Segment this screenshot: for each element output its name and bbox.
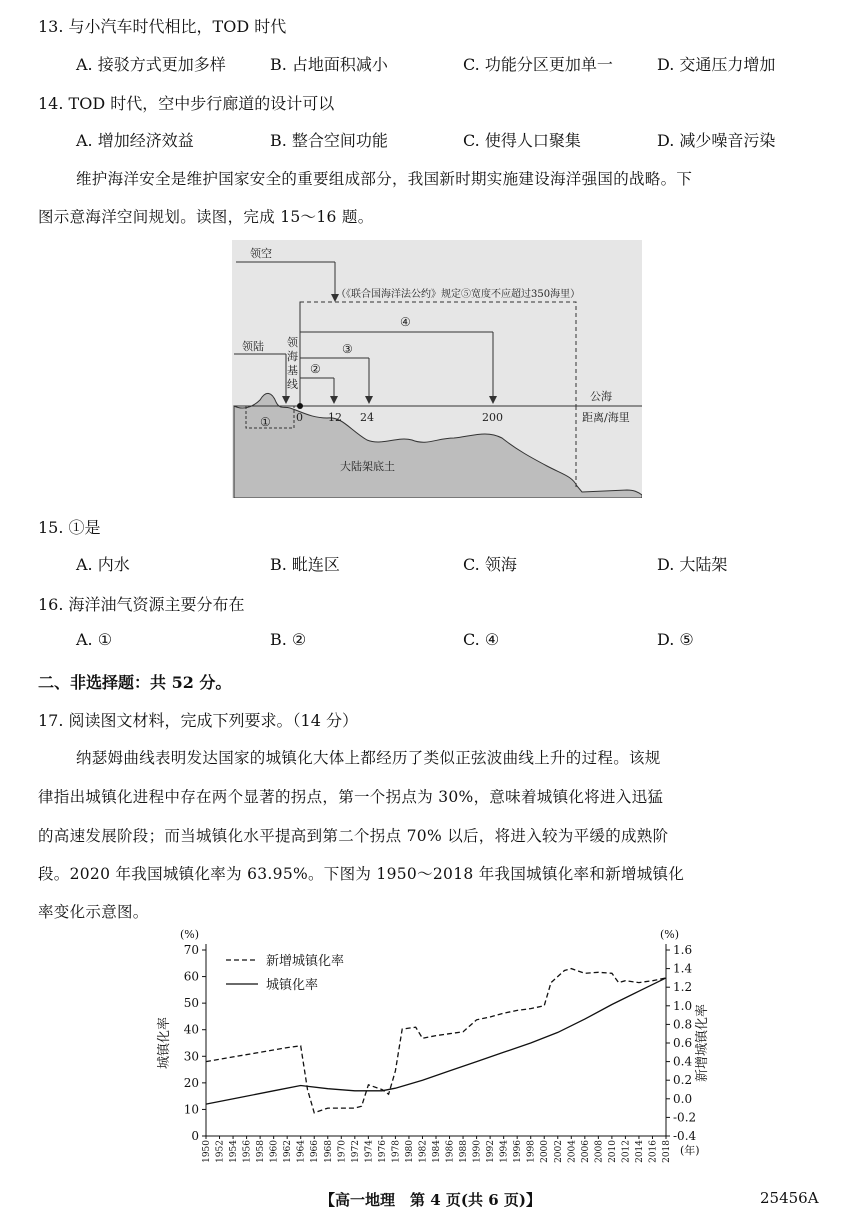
intro-line-1: 维护海洋安全是维护国家安全的重要组成部分，我国新时期实施建设海洋强国的战略。下 [76, 170, 693, 188]
x-tick-label: 2010 [607, 1140, 618, 1163]
left-tick-label: 10 [183, 1102, 199, 1117]
q17-para-line-2: 律指出城镇化进程中存在两个显著的拐点，第一个拐点为 30%，意味着城镇化将进入迅猛 [38, 788, 664, 806]
q13-option-d: D. 交通压力增加 [657, 55, 776, 74]
left-tick-label: 60 [183, 969, 199, 984]
q15-option-a: A. 内水 [76, 555, 130, 574]
left-unit-label: (%) [180, 928, 200, 941]
q13-option-c: C. 功能分区更加单一 [463, 55, 613, 74]
x-tick-label: 1956 [242, 1140, 253, 1163]
x-tick-label: 1982 [418, 1140, 429, 1163]
left-tick-label: 20 [183, 1075, 199, 1090]
intro-line-2: 图示意海洋空间规划。读图，完成 15～16 题。 [38, 208, 374, 226]
question-14-stem: 14. TOD 时代，空中步行廊道的设计可以 [38, 94, 335, 113]
baseline-char-2: 海 [287, 350, 298, 363]
right-unit-label: (%) [660, 928, 680, 941]
left-tick-label: 0 [191, 1129, 199, 1143]
marker-2: ② [310, 362, 321, 376]
marker-1: ① [260, 415, 271, 429]
x-tick-label: 1992 [486, 1140, 497, 1163]
x-tick-label: 1960 [269, 1140, 280, 1163]
x-tick-label: 1950 [202, 1140, 212, 1163]
legend-label: 城镇化率 [266, 978, 319, 993]
right-tick-label: 0.2 [673, 1073, 693, 1088]
right-axis-title: 新增城镇化率 [695, 1003, 710, 1083]
q16-option-d: D. ⑤ [657, 630, 694, 649]
x-tick-label: 2012 [621, 1140, 632, 1163]
legend-label: 新增城镇化率 [266, 954, 345, 969]
x-tick-label: 1962 [283, 1140, 294, 1163]
land-territory-label: 领陆 [242, 340, 264, 353]
x-tick-label: 2006 [580, 1140, 591, 1163]
question-13-stem: 13. 与小汽车时代相比，TOD 时代 [38, 17, 287, 36]
q17-para-line-3: 的高速发展阶段；而当城镇化水平提高到第二个拐点 70% 以后，将进入较为平缓的成熟阶 [38, 827, 669, 845]
left-tick-label: 50 [183, 996, 199, 1011]
q17-para-line-5: 率变化示意图。 [38, 903, 149, 921]
q13-option-b: B. 占地面积减小 [270, 55, 388, 74]
left-tick-label: 70 [183, 943, 199, 957]
x-tick-label: 2018 [662, 1140, 672, 1163]
paper-code: 25456A [760, 1189, 819, 1207]
x-tick-label: 1974 [364, 1140, 375, 1163]
section-2-heading: 二、非选择题：共 52 分。 [38, 673, 232, 692]
question-17-stem: 17. 阅读图文材料，完成下列要求。（14 分） [38, 711, 358, 730]
continental-shelf-label: 大陆架底土 [340, 460, 395, 473]
x-tick-label: 2004 [567, 1140, 578, 1163]
x-tick-label: 1990 [472, 1140, 483, 1163]
x-tick-label: 1966 [310, 1140, 321, 1163]
x-tick-label: 1996 [513, 1140, 524, 1163]
page-footer: 【高一地理 第 4 页(共 6 页)】 [320, 1191, 541, 1209]
x-tick-label: 1980 [404, 1140, 415, 1163]
left-axis-title: 城镇化率 [157, 1016, 172, 1070]
right-tick-label: 0.4 [673, 1054, 693, 1069]
x-tick-label: 1970 [337, 1140, 348, 1163]
question-16-stem: 16. 海洋油气资源主要分布在 [38, 595, 245, 614]
q16-option-c: C. ④ [463, 630, 500, 649]
q14-option-c: C. 使得人口聚集 [463, 131, 581, 150]
x-tick-label: 1986 [445, 1140, 456, 1163]
x-axis-label: (年) [680, 1144, 700, 1157]
baseline-char-3: 基 [287, 364, 298, 377]
ocean-space-diagram [232, 240, 642, 498]
x-tick-label: 1994 [499, 1140, 510, 1163]
x-tick-label: 1978 [391, 1140, 402, 1163]
x-tick-label: 2002 [553, 1140, 564, 1163]
x-tick-label: 1988 [459, 1140, 470, 1163]
x-tick-label: 1954 [229, 1140, 240, 1163]
urbanization-chart [150, 922, 710, 1167]
right-tick-label: 1.2 [673, 980, 693, 995]
x-tick-label: 1958 [256, 1140, 267, 1163]
right-tick-label: 1.0 [673, 998, 693, 1013]
x-tick-label: 1976 [377, 1140, 388, 1163]
question-15-stem: 15. ①是 [38, 518, 101, 537]
q17-para-line-4: 段。2020 年我国城镇化率为 63.95%。下图为 1950～2018 年我国城镇化率和新增城镇化 [38, 865, 685, 883]
right-tick-label: 0.6 [673, 1036, 693, 1050]
right-tick-label: 1.6 [673, 943, 693, 957]
high-seas-label: 公海 [590, 390, 612, 403]
q17-para-line-1: 纳瑟姆曲线表明发达国家的城镇化大体上都经历了类似正弦波曲线上升的过程。该规 [76, 749, 661, 767]
tick-200: 200 [482, 411, 503, 424]
x-tick-label: 1972 [350, 1140, 361, 1163]
x-tick-label: 1984 [432, 1140, 442, 1163]
q15-option-d: D. 大陆架 [657, 555, 728, 574]
x-tick-label: 2016 [648, 1140, 659, 1163]
q14-option-d: D. 减少噪音污染 [657, 131, 776, 150]
unclos-note: （《联合国海洋法公约》规定⑤宽度不应超过350海里） [336, 289, 581, 300]
x-tick-label: 1998 [526, 1140, 537, 1163]
x-tick-label: 1968 [323, 1140, 334, 1163]
tick-12: 12 [328, 411, 342, 424]
airspace-label: 领空 [250, 247, 272, 260]
tick-24: 24 [360, 411, 374, 424]
q13-option-a: A. 接驳方式更加多样 [76, 55, 226, 74]
q14-option-b: B. 整合空间功能 [270, 131, 388, 150]
right-tick-label: -0.2 [673, 1110, 697, 1125]
left-tick-label: 40 [183, 1022, 199, 1037]
q15-option-b: B. 毗连区 [270, 555, 340, 574]
x-tick-label: 2014 [634, 1140, 645, 1163]
q16-option-a: A. ① [76, 630, 113, 649]
distance-unit-label: 距离/海里 [582, 411, 630, 424]
x-tick-label: 1952 [215, 1140, 226, 1163]
q14-option-a: A. 增加经济效益 [76, 131, 194, 150]
right-tick-label: 1.4 [673, 961, 693, 976]
x-tick-label: 2008 [594, 1140, 605, 1163]
q16-option-b: B. ② [270, 630, 307, 649]
marker-3: ③ [342, 342, 353, 356]
left-tick-label: 30 [183, 1049, 199, 1064]
marker-4: ④ [400, 315, 411, 329]
baseline-char-1: 领 [287, 336, 298, 349]
baseline-char-4: 线 [287, 378, 298, 391]
right-tick-label: 0.8 [673, 1017, 693, 1032]
right-tick-label: -0.4 [673, 1129, 697, 1143]
x-tick-label: 1964 [296, 1140, 307, 1163]
right-tick-label: 0.0 [673, 1091, 693, 1106]
x-tick-label: 2000 [540, 1140, 551, 1163]
q15-option-c: C. 领海 [463, 555, 517, 574]
tick-0: 0 [296, 411, 303, 424]
series-urbanization-rate [206, 978, 666, 1104]
